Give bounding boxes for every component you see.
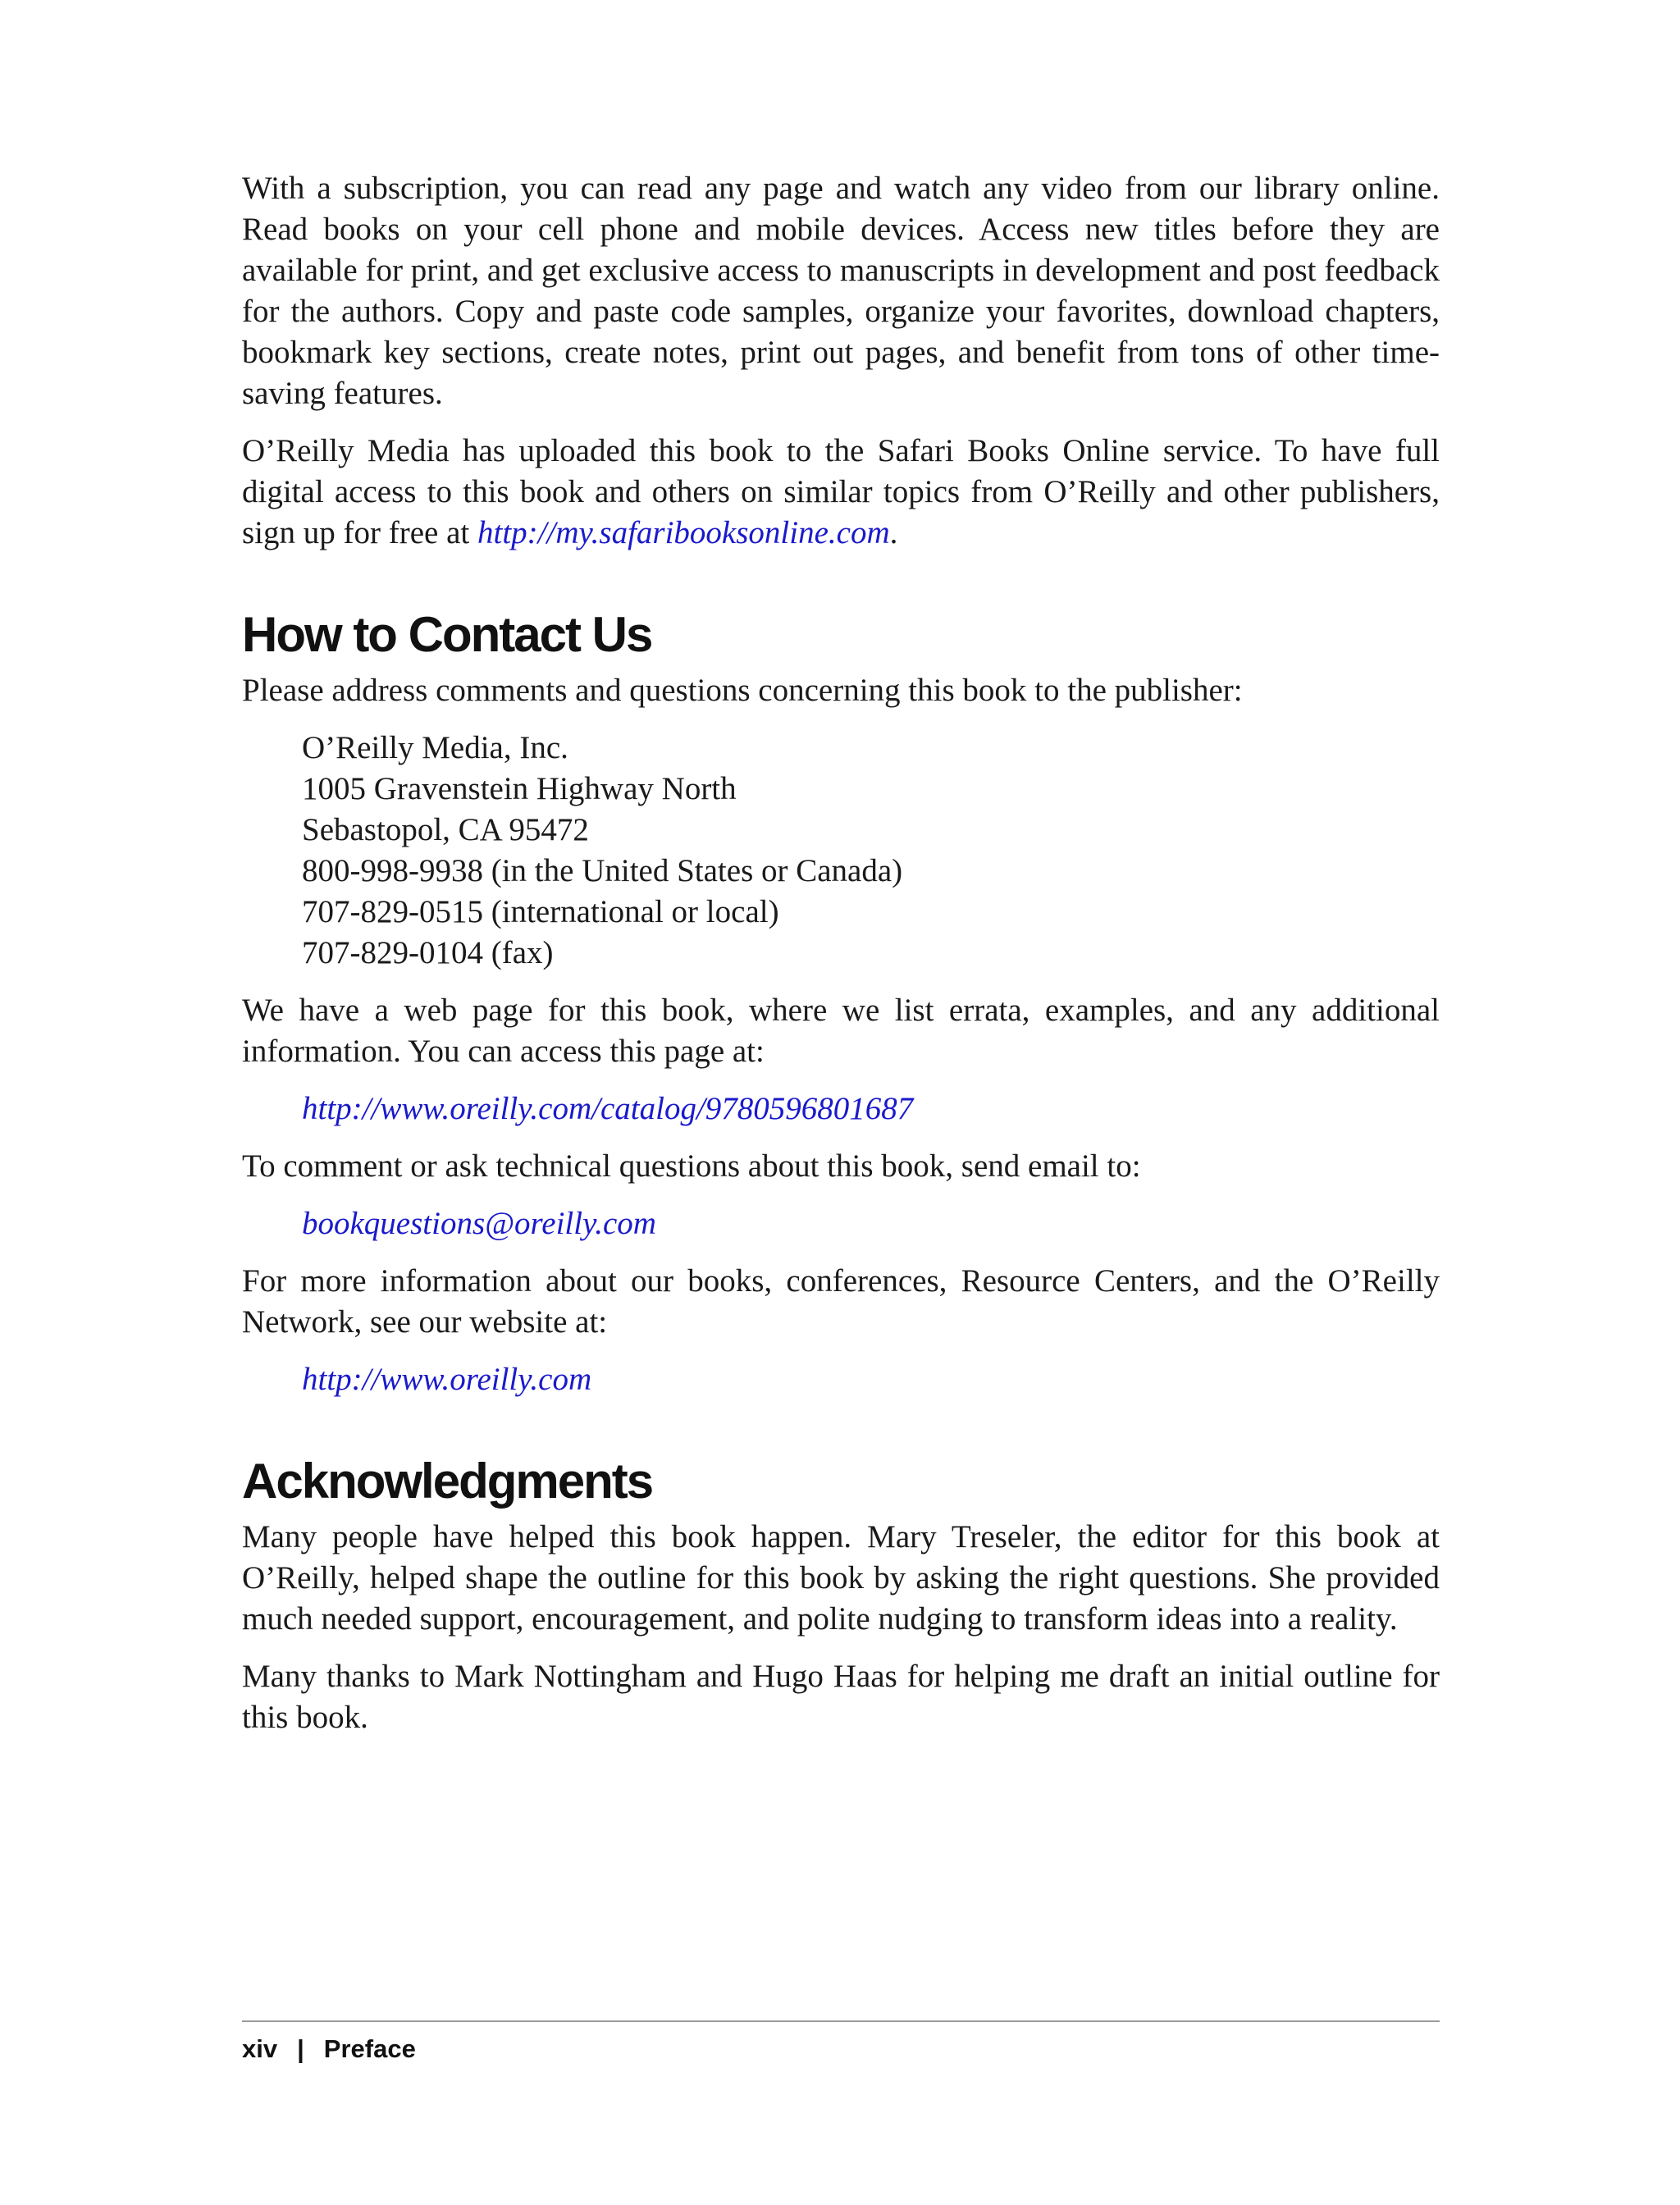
acknowledgments-paragraph-2: Many thanks to Mark Nottingham and Hugo Haas for helping me draft an initial outline for this book. bbox=[242, 1659, 1440, 1735]
footer-divider bbox=[242, 2020, 1440, 2022]
page-footer bbox=[242, 2033, 416, 2066]
webpage-paragraph: We have a web page for this book, where we list errata, examples, and any additional information. You can access this page at: bbox=[242, 993, 1440, 1069]
section-name: Preface bbox=[323, 2034, 416, 2063]
safari-paragraph-1: With a subscription, you can read any page and watch any video from our library online. Read books on your cell phone and mobile devices. Access new titles before they are available for print, and get exclusive access to manuscripts in development and post feedback for the authors. Copy and paste code samples, organize your favorites, download chapters, bookmark key sections, create notes, print out pages, and benefit from tons of other time-saving features. bbox=[242, 171, 1440, 411]
acknowledgments-heading: Acknowledgments bbox=[242, 1454, 653, 1509]
safari-paragraph-2-text: O’Reilly Media has uploaded this book to the Safari Books Online service. To have full digital access to this book and others on similar topics from O’Reilly and other publishers, sign up for free at bbox=[242, 433, 1440, 550]
footer-separator: | bbox=[297, 2034, 304, 2063]
contact-intro: Please address comments and questions concerning this book to the publisher: bbox=[242, 673, 1243, 708]
page-number: xiv bbox=[242, 2034, 278, 2063]
email-paragraph: To comment or ask technical questions about this book, send email to: bbox=[242, 1148, 1141, 1184]
address-line: O’Reilly Media, Inc. bbox=[302, 730, 568, 765]
email-link[interactable]: bookquestions@oreilly.com bbox=[302, 1206, 656, 1241]
address-line: 1005 Gravenstein Highway North bbox=[302, 771, 737, 806]
address-line: 707-829-0515 (international or local) bbox=[302, 894, 779, 929]
address-line: 800-998-9938 (in the United States or Canada) bbox=[302, 853, 903, 888]
page-content bbox=[242, 168, 1440, 1738]
address-line: Sebastopol, CA 95472 bbox=[302, 812, 589, 847]
acknowledgments-paragraph-1: Many people have helped this book happen. Mary Treseler, the editor for this book at O’Reilly, helped shape the outline for this book by asking the right questions. She provided much needed support, encouragement, and polite nudging to transform ideas into a reality. bbox=[242, 1519, 1440, 1637]
safari-paragraph-2-end: . bbox=[889, 515, 898, 550]
website-link-line bbox=[302, 1359, 1440, 1400]
safari-paragraph-2 bbox=[242, 431, 1440, 554]
contact-heading: How to Contact Us bbox=[242, 607, 652, 662]
catalog-link-line bbox=[302, 1089, 1440, 1130]
website-link[interactable]: http://www.oreilly.com bbox=[302, 1362, 592, 1397]
more-info-paragraph: For more information about our books, conferences, Resource Centers, and the O’Reilly Network, see our website at: bbox=[242, 1263, 1440, 1340]
publisher-address bbox=[302, 728, 1440, 974]
safari-signup-link[interactable]: http://my.safaribooksonline.com bbox=[477, 515, 890, 550]
email-link-line bbox=[302, 1203, 1440, 1244]
catalog-link[interactable]: http://www.oreilly.com/catalog/9780596801687 bbox=[302, 1091, 914, 1126]
address-line: 707-829-0104 (fax) bbox=[302, 935, 554, 970]
